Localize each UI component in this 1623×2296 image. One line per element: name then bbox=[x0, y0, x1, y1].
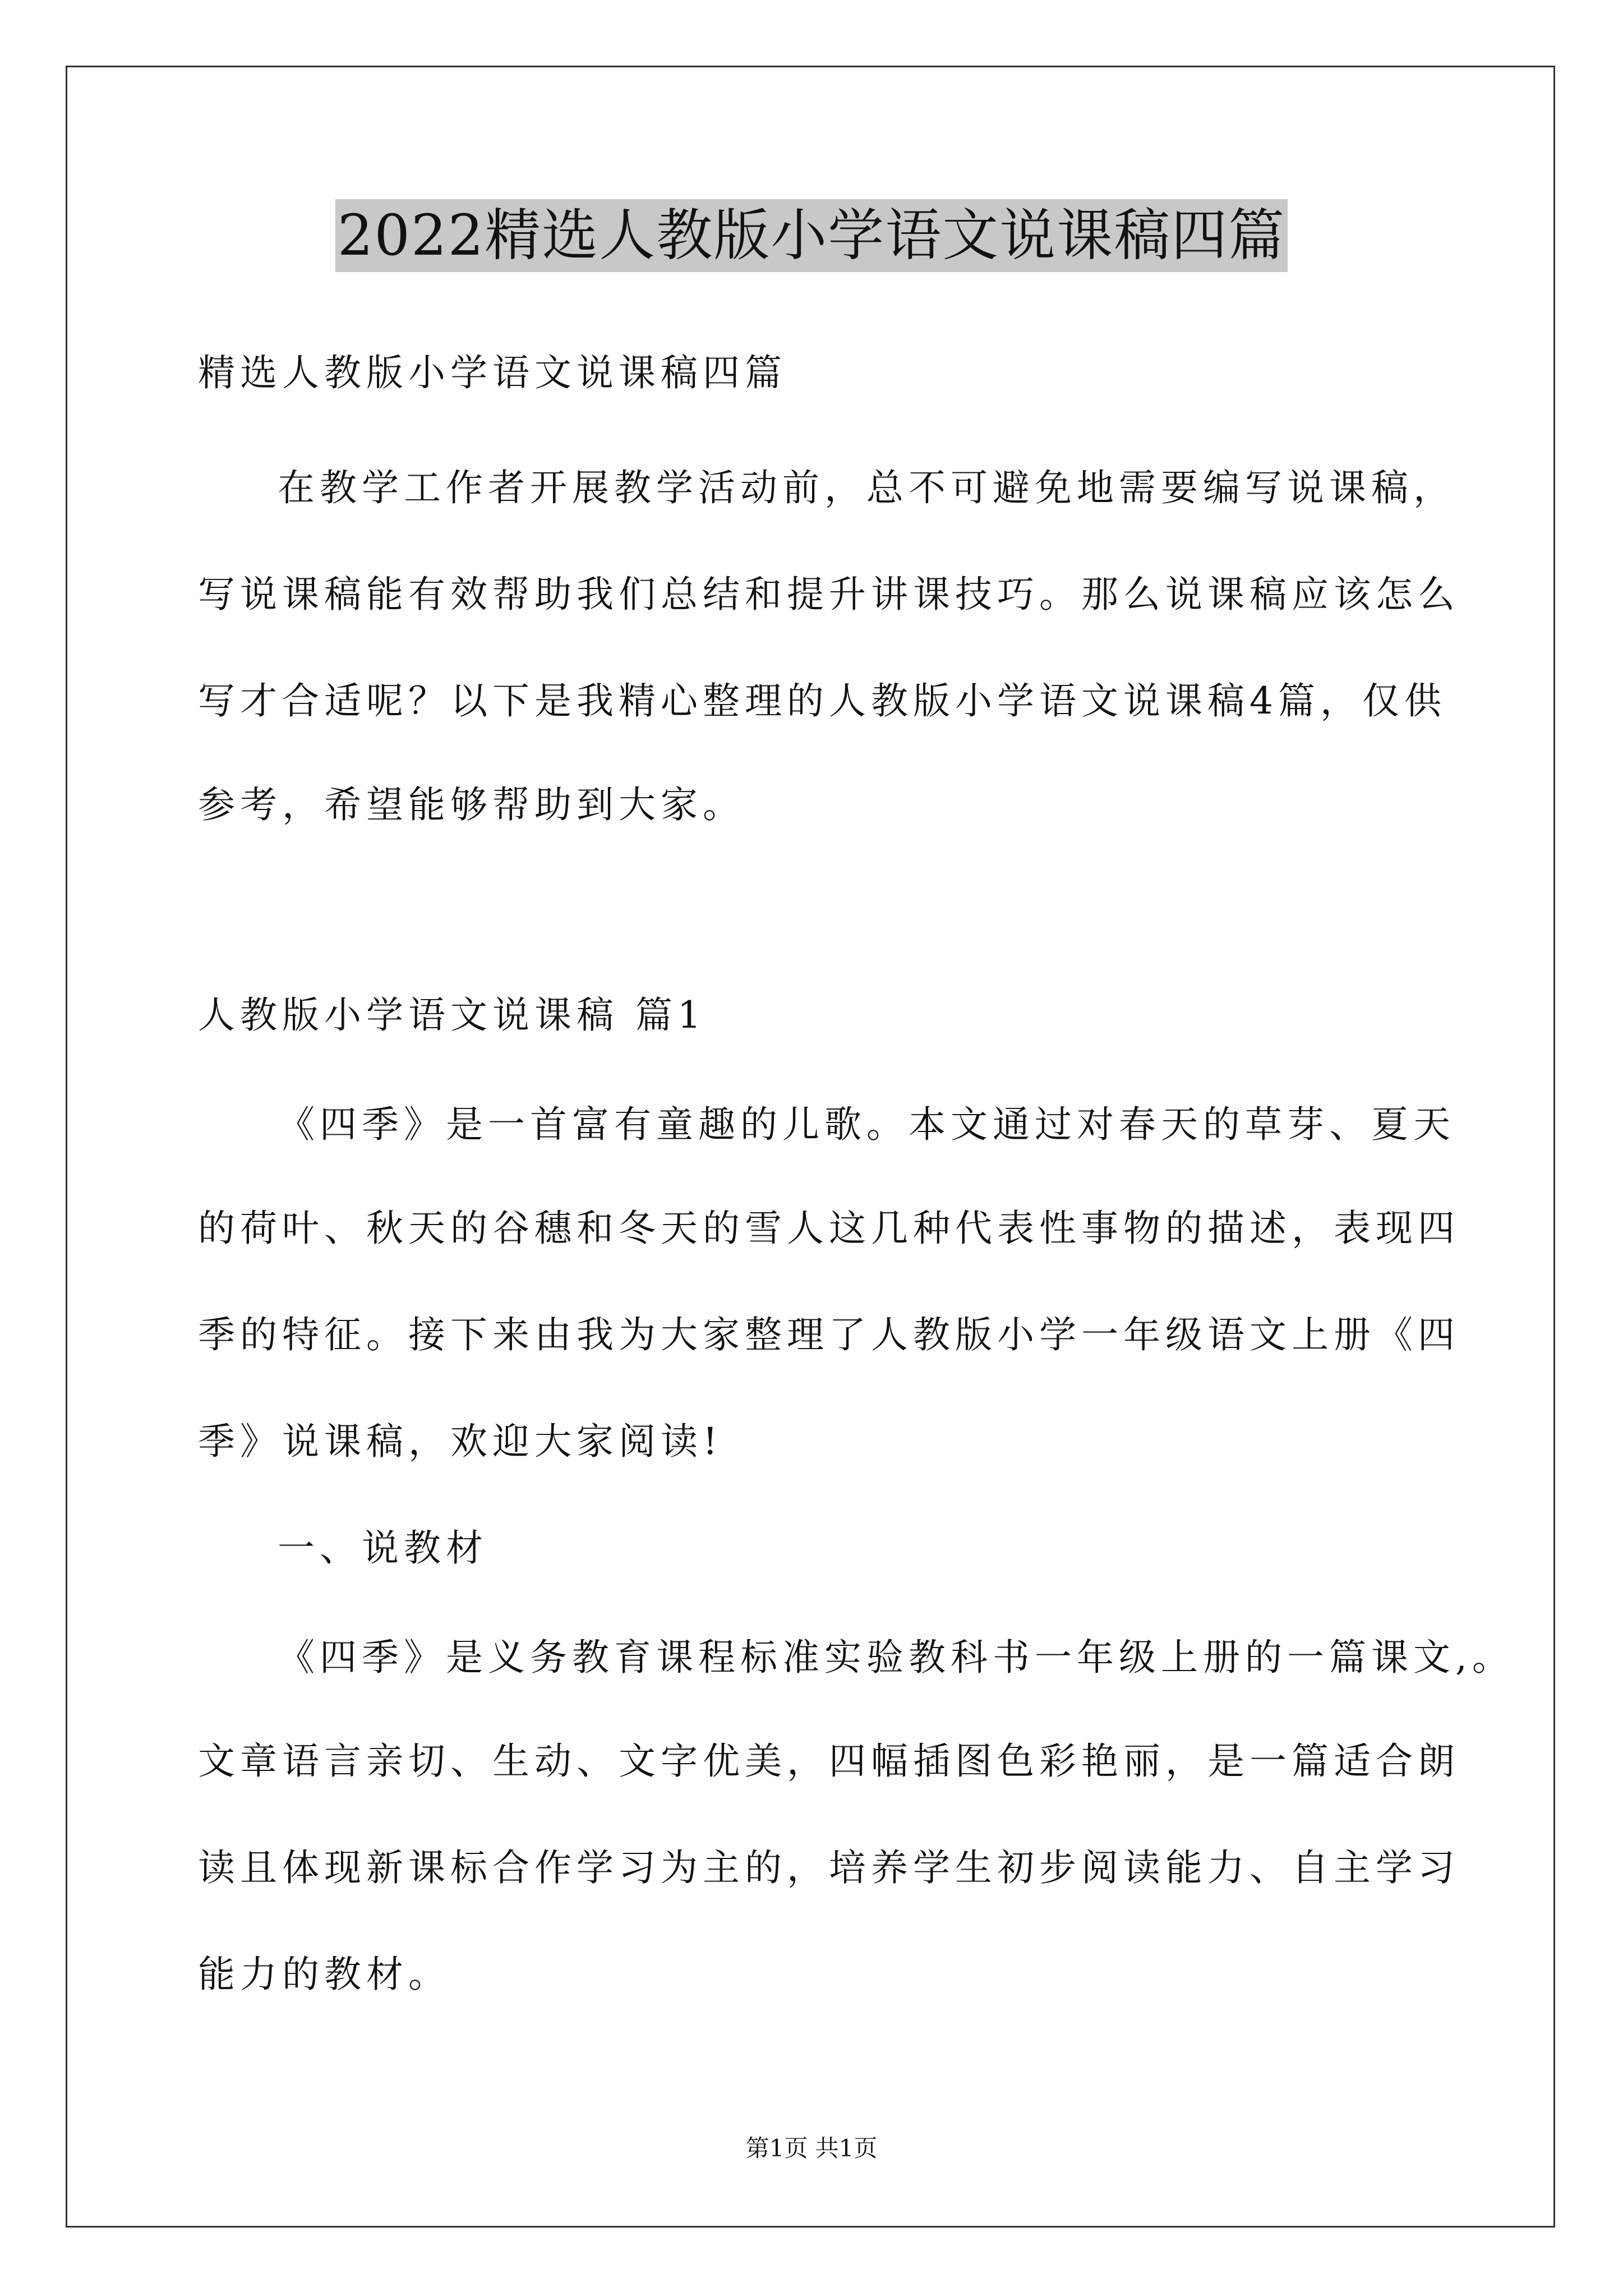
intro-line-2: 写说课稿能有效帮助我们总结和提升讲课技巧。那么说课稿应该怎么 bbox=[198, 573, 1460, 616]
section1-subheading: 一、说教材 bbox=[278, 1526, 488, 1570]
intro-line-1: 在教学工作者开展教学活动前，总不可避免地需要编写说课稿， bbox=[278, 466, 1455, 509]
document-subtitle: 精选人教版小学语文说课稿四篇 bbox=[198, 351, 787, 394]
intro-line-3: 写才合适呢？以下是我精心整理的人教版小学语文说课稿4篇，仅供 bbox=[198, 679, 1446, 723]
section1-para2-line-4: 能力的教材。 bbox=[198, 1953, 450, 1996]
section1-para2-line-2: 文章语言亲切、生动、文字优美，四幅插图色彩艳丽，是一篇适合朗 bbox=[198, 1740, 1460, 1783]
section1-para1-line-2: 的荷叶、秋天的谷穗和冬天的雪人这几种代表性事物的描述，表现四 bbox=[198, 1207, 1460, 1250]
section1-para2-line-3: 读且体现新课标合作学习为主的，培养学生初步阅读能力、自主学习 bbox=[198, 1846, 1460, 1889]
page-footer: 第1页 共1页 bbox=[745, 2134, 878, 2162]
title-container bbox=[0, 199, 1623, 272]
intro-line-4: 参考，希望能够帮助到大家。 bbox=[198, 783, 745, 826]
section1-para1-line-1: 《四季》是一首富有童趣的儿歌。本文通过对春天的草芽、夏天 bbox=[278, 1103, 1455, 1146]
section1-para1-line-4: 季》说课稿，欢迎大家阅读! bbox=[198, 1420, 723, 1463]
section-heading: 人教版小学语文说课稿 篇1 bbox=[198, 993, 706, 1037]
section1-para1-line-3: 季的特征。接下来由我为大家整理了人教版小学一年级语文上册《四 bbox=[198, 1313, 1460, 1356]
section1-para2-line-1: 《四季》是义务教育课程标准实验教科书一年级上册的一篇课文,。 bbox=[278, 1636, 1514, 1679]
document-title: 2022精选人教版小学语文说课稿四篇 bbox=[335, 199, 1288, 272]
